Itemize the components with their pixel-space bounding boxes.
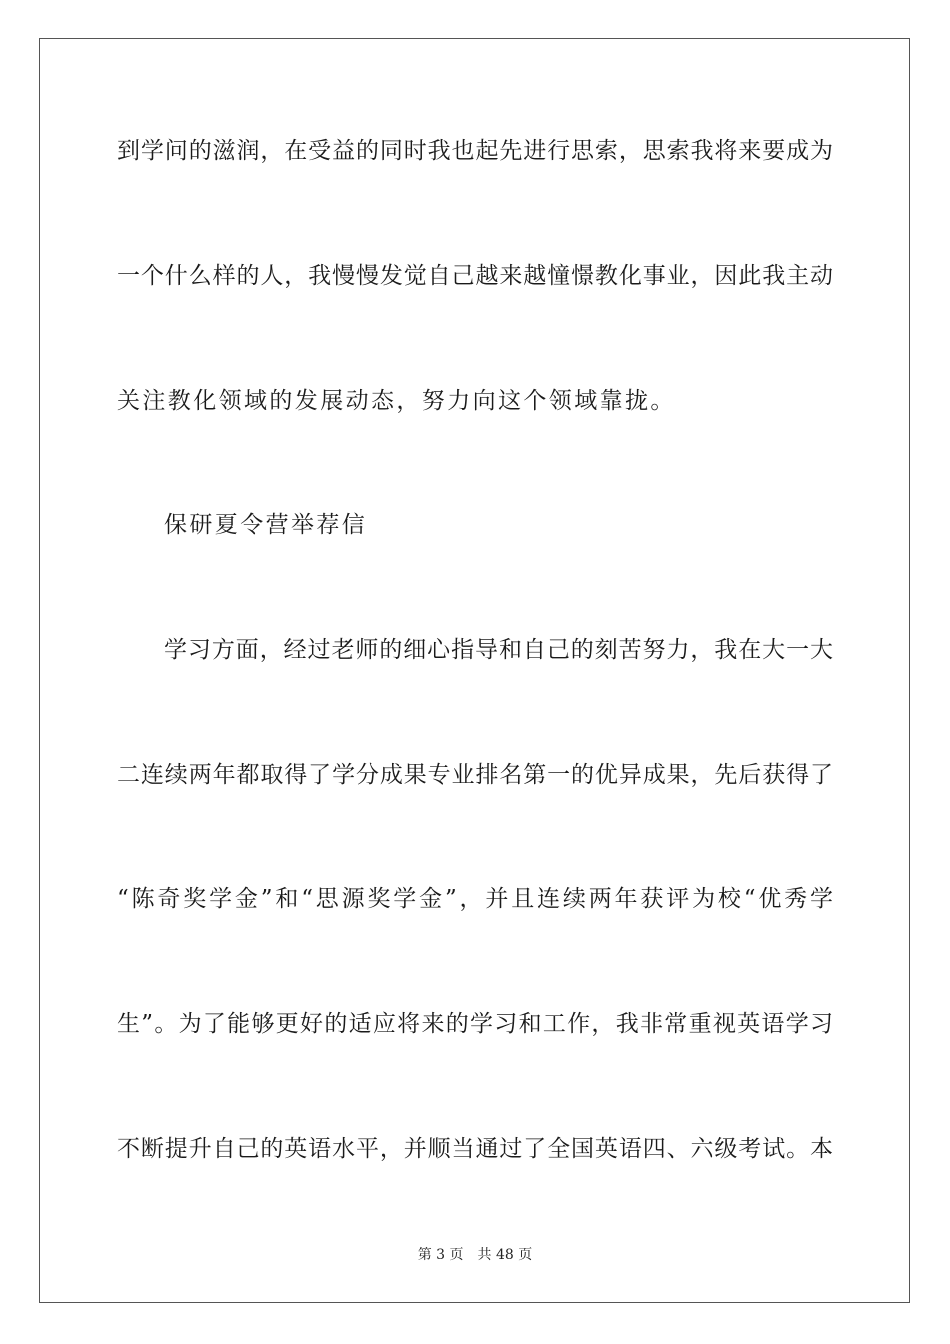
body-text-line: 关注教化领域的发展动态，努力向这个领域靠拢。	[117, 388, 676, 414]
body-text-line: 学习方面，经过老师的细心指导和自己的刻苦努力，我在大一大	[164, 637, 833, 663]
page-border	[39, 38, 910, 1303]
section-heading: 保研夏令营举荐信	[164, 512, 368, 538]
body-text-line: 二连续两年都取得了学分成果专业排名第一的优异成果，先后获得了	[117, 762, 833, 788]
body-text-line: 到学问的滋润，在受益的同时我也起先进行思索，思索我将来要成为	[117, 138, 833, 164]
body-text-line: “陈奇奖学金”和“思源奖学金”，并且连续两年获评为校“优秀学	[117, 886, 833, 912]
page-total: 共 48 页	[477, 1247, 533, 1263]
body-text-line: 一个什么样的人，我慢慢发觉自己越来越憧憬教化事业，因此我主动	[117, 263, 833, 289]
page-number: 第 3 页	[417, 1247, 464, 1263]
page-footer	[0, 1246, 950, 1264]
body-text-line: 不断提升自己的英语水平，并顺当通过了全国英语四、六级考试。本	[117, 1136, 833, 1162]
body-text-line: 生”。为了能够更好的适应将来的学习和工作，我非常重视英语学习	[117, 1011, 833, 1037]
